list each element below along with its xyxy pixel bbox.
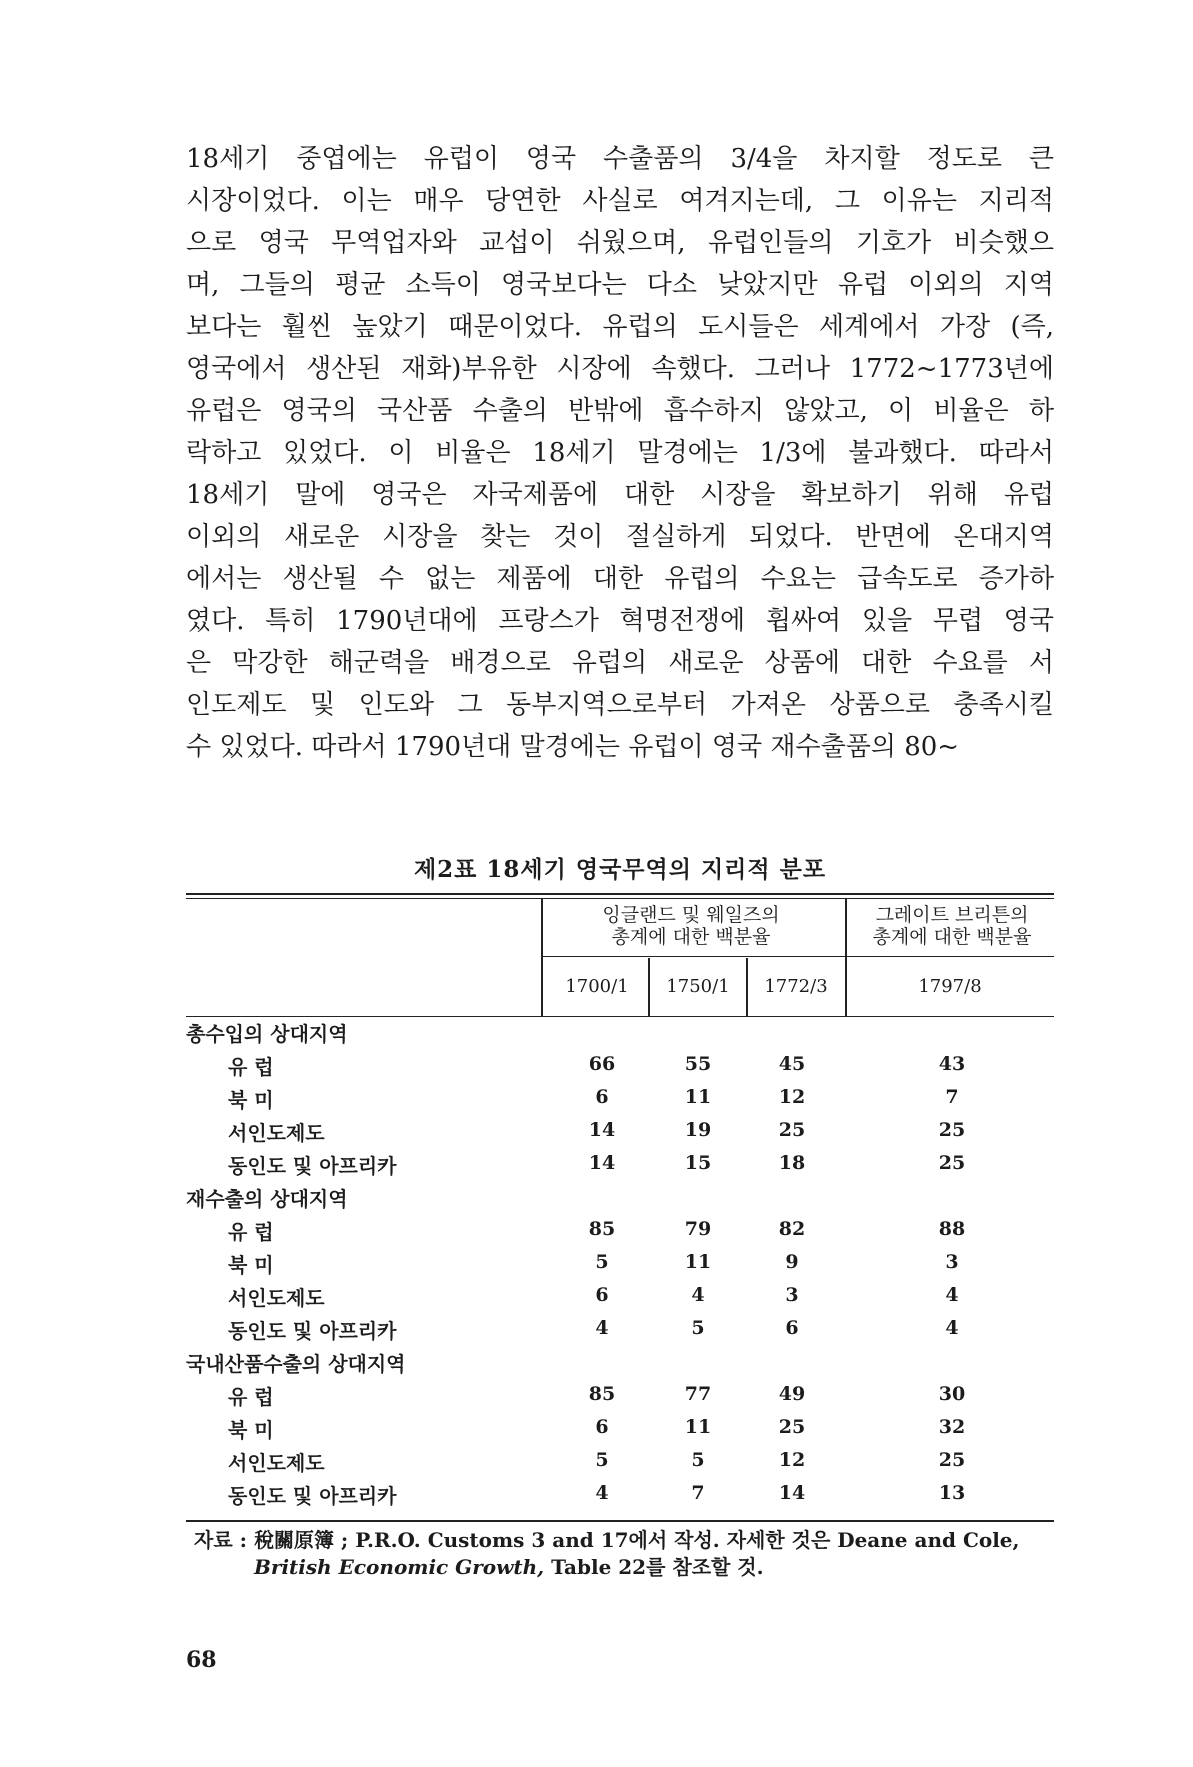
- cell-value: 5: [691, 1317, 705, 1339]
- table-row: [186, 1443, 1054, 1476]
- header-group-1-line-1: 잉글랜드 및 웨일즈의: [602, 904, 780, 926]
- paragraph-line: 인도제도 및 인도와 그 동부지역으로부터 가져온 상품으로 충족시킬: [186, 690, 1054, 720]
- header-group-england-wales: [542, 904, 840, 948]
- paragraph-line: 으로 영국 무역업자와 교섭이 쉬웠으며, 유럽인들의 기호가 비슷했으: [186, 228, 1054, 258]
- table-source-note: [194, 1527, 1054, 1581]
- year-1750: 1750/1: [666, 976, 730, 997]
- cell-value: 7: [691, 1482, 705, 1504]
- cell-value: 4: [945, 1317, 959, 1339]
- row-label: 유 럽: [228, 1385, 274, 1409]
- cell-value: 4: [691, 1284, 705, 1306]
- cell-value: 11: [684, 1416, 712, 1438]
- row-label: 서인도제도: [228, 1286, 325, 1310]
- paragraph-line: 에서는 생산될 수 없는 제품에 대한 유럽의 수요는 급속도로 증가하: [186, 564, 1054, 594]
- cell-value: 7: [945, 1086, 959, 1108]
- paragraph-line: 18세기 중엽에는 유럽이 영국 수출품의 3/4을 차지할 정도로 큰: [186, 144, 1054, 174]
- table-top-rule: [186, 893, 1054, 895]
- cell-value: 5: [595, 1251, 609, 1273]
- table-row: [186, 1410, 1054, 1443]
- table-row: [186, 1212, 1054, 1245]
- paragraph-line: 수 있었다. 따라서 1790년대 말경에는 유럽이 영국 재수출품의 80~: [186, 732, 960, 762]
- cell-value: 3: [945, 1251, 959, 1273]
- cell-value: 5: [595, 1449, 609, 1471]
- paragraph-line: 이외의 새로운 시장을 찾는 것이 절실하게 되었다. 반면에 온대지역: [186, 522, 1054, 552]
- cell-value: 18: [778, 1152, 806, 1174]
- table-row: [186, 1476, 1054, 1509]
- cell-value: 4: [945, 1284, 959, 1306]
- row-label: 유 럽: [228, 1220, 274, 1244]
- cell-value: 32: [938, 1416, 966, 1438]
- header-group-great-britain: [850, 904, 1054, 948]
- section-label: 총수입의 상대지역: [186, 1022, 348, 1046]
- header-group-1-line-2: 총계에 대한 백분율: [611, 926, 771, 948]
- cell-value: 6: [595, 1086, 609, 1108]
- cell-value: 3: [785, 1284, 799, 1306]
- source-line-1: 자료 : 稅關原簿 ; P.R.O. Customs 3 and 17에서 작성. 자세한 것은 Deane and Cole,: [194, 1528, 1020, 1552]
- table-row: [186, 1278, 1054, 1311]
- table-body: [186, 1014, 1054, 1509]
- cell-value: 11: [684, 1251, 712, 1273]
- col-divider-3: [845, 899, 847, 1016]
- row-label: 동인도 및 아프리카: [228, 1319, 397, 1343]
- cell-value: 25: [778, 1119, 806, 1141]
- cell-value: 25: [938, 1152, 966, 1174]
- table-row: [186, 1311, 1054, 1344]
- cell-value: 25: [778, 1416, 806, 1438]
- source-line-2-rest: Table 22를 참조할 것.: [544, 1555, 764, 1579]
- cell-value: 79: [684, 1218, 712, 1240]
- cell-value: 15: [684, 1152, 712, 1174]
- page-number: 68: [186, 1647, 217, 1673]
- row-label: 북 미: [228, 1088, 274, 1112]
- cell-value: 12: [778, 1086, 806, 1108]
- paragraph-line: 시장이었다. 이는 매우 당연한 사실로 여겨지는데, 그 이유는 지리적: [186, 186, 1054, 216]
- header-group-2-line-1: 그레이트 브리튼의: [875, 904, 1029, 926]
- table-title: 제2표 18세기 영국무역의 지리적 분포: [413, 856, 827, 883]
- cell-value: 25: [938, 1119, 966, 1141]
- cell-value: 11: [684, 1086, 712, 1108]
- row-label: 유 럽: [228, 1055, 274, 1079]
- cell-value: 19: [684, 1119, 712, 1141]
- section-label: 재수출의 상대지역: [186, 1187, 348, 1211]
- table-row: [186, 1377, 1054, 1410]
- cell-value: 77: [684, 1383, 712, 1405]
- year-1700: 1700/1: [565, 976, 629, 997]
- table-section-row: [186, 1014, 1054, 1047]
- table-section-row: [186, 1179, 1054, 1212]
- table-row: [186, 1080, 1054, 1113]
- col-divider-2: [746, 958, 748, 1016]
- cell-value: 9: [785, 1251, 799, 1273]
- table-row: [186, 1113, 1054, 1146]
- table-row: [186, 1245, 1054, 1278]
- table-section-row: [186, 1344, 1054, 1377]
- paragraph-line: 유럽은 영국의 국산품 수출의 반밖에 흡수하지 않았고, 이 비율은 하: [186, 396, 1054, 426]
- cell-value: 14: [778, 1482, 806, 1504]
- year-1772: 1772/3: [764, 976, 828, 997]
- row-label: 동인도 및 아프리카: [228, 1484, 397, 1508]
- cell-value: 13: [938, 1482, 966, 1504]
- cell-value: 82: [778, 1218, 806, 1240]
- table-row: [186, 1047, 1054, 1080]
- header-group-2-line-2: 총계에 대한 백분율: [872, 926, 1032, 948]
- cell-value: 85: [588, 1218, 616, 1240]
- table-top-rule-2: [186, 898, 1054, 899]
- table-row: [186, 1146, 1054, 1179]
- row-label: 서인도제도: [228, 1121, 325, 1145]
- cell-value: 55: [684, 1053, 712, 1075]
- paragraph-line: 보다는 훨씬 높았기 때문이었다. 유럽의 도시들은 세계에서 가장 (즉,: [186, 312, 1054, 342]
- cell-value: 88: [938, 1218, 966, 1240]
- paragraph-line: 였다. 특히 1790년대에 프랑스가 혁명전쟁에 휩싸여 있을 무렵 영국: [186, 606, 1054, 636]
- row-label: 서인도제도: [228, 1451, 325, 1475]
- table-bottom-rule: [186, 1520, 1054, 1522]
- col-divider-0: [541, 899, 543, 1016]
- source-book-title: British Economic Growth,: [254, 1555, 545, 1579]
- header-group-underline: [542, 956, 1054, 957]
- cell-value: 5: [691, 1449, 705, 1471]
- col-divider-1: [648, 958, 650, 1016]
- section-label: 국내산품수출의 상대지역: [186, 1352, 406, 1376]
- cell-value: 66: [588, 1053, 616, 1075]
- cell-value: 4: [595, 1482, 609, 1504]
- row-label: 동인도 및 아프리카: [228, 1154, 397, 1178]
- cell-value: 12: [778, 1449, 806, 1471]
- cell-value: 85: [588, 1383, 616, 1405]
- cell-value: 49: [778, 1383, 806, 1405]
- cell-value: 4: [595, 1317, 609, 1339]
- paragraph-line: 영국에서 생산된 재화)부유한 시장에 속했다. 그러나 1772~1773년에: [186, 354, 1054, 384]
- cell-value: 6: [595, 1284, 609, 1306]
- paragraph-line: 며, 그들의 평균 소득이 영국보다는 다소 낮았지만 유럽 이외의 지역: [186, 270, 1054, 300]
- row-label: 북 미: [228, 1418, 274, 1442]
- cell-value: 25: [938, 1449, 966, 1471]
- cell-value: 6: [785, 1317, 799, 1339]
- source-line-2: [194, 1554, 1054, 1581]
- paragraph-line: 은 막강한 해군력을 배경으로 유럽의 새로운 상품에 대한 수요를 서: [186, 648, 1054, 678]
- year-1797: 1797/8: [918, 976, 982, 997]
- cell-value: 45: [778, 1053, 806, 1075]
- row-label: 북 미: [228, 1253, 274, 1277]
- paragraph-line: 락하고 있었다. 이 비율은 18세기 말경에는 1/3에 불과했다. 따라서: [186, 438, 1054, 468]
- cell-value: 14: [588, 1152, 616, 1174]
- body-paragraph: [186, 138, 1054, 768]
- cell-value: 14: [588, 1119, 616, 1141]
- cell-value: 30: [938, 1383, 966, 1405]
- paragraph-line: 18세기 말에 영국은 자국제품에 대한 시장을 확보하기 위해 유럽: [186, 480, 1054, 510]
- cell-value: 6: [595, 1416, 609, 1438]
- cell-value: 43: [938, 1053, 966, 1075]
